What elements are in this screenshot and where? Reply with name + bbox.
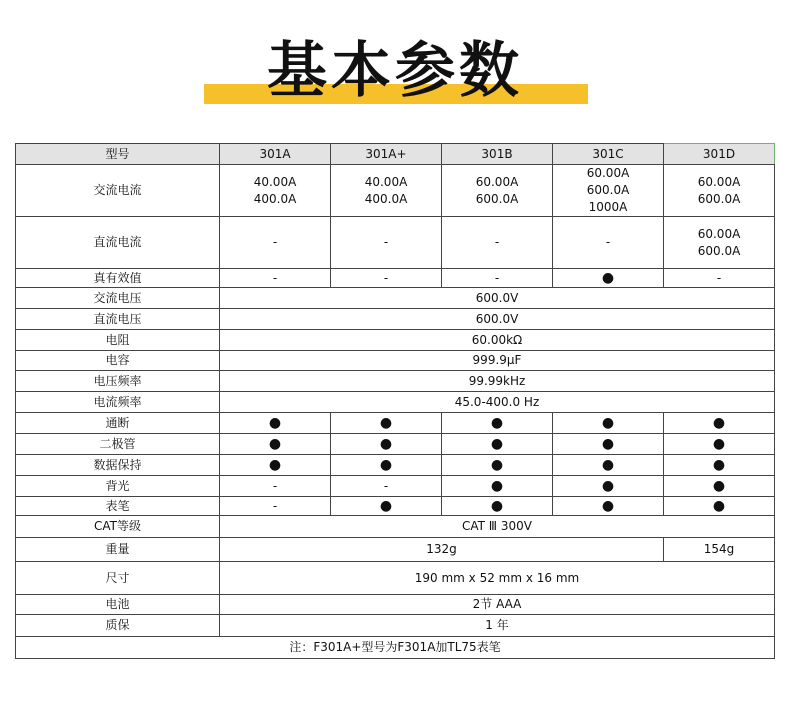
header-301d: 301D (664, 144, 775, 165)
table-cell-merged: 999.9μF (220, 351, 775, 371)
header-301b: 301B (442, 144, 553, 165)
table-cell: ● (331, 497, 442, 516)
spec-table (15, 143, 775, 659)
table-cell: ● (331, 455, 442, 476)
table-cell (553, 165, 664, 217)
table-cell: ● (442, 413, 553, 434)
table-cell: - (220, 269, 331, 288)
table-cell: ● (664, 413, 775, 434)
table-cell: - (220, 217, 331, 269)
cell-line: 60.00A (586, 166, 630, 180)
table-row (16, 413, 775, 434)
row-label: 尺寸 (16, 562, 220, 595)
table-cell: ● (442, 434, 553, 455)
table-cell: ● (553, 269, 664, 288)
cell-line: 60.00A (697, 174, 741, 189)
table-cell-merged: 99.99kHz (220, 371, 775, 392)
table-cell: - (331, 269, 442, 288)
table-row (16, 288, 775, 309)
row-label: 二极管 (16, 434, 220, 455)
table-cell: ● (553, 497, 664, 516)
cell-line: 60.00A (475, 174, 519, 189)
table-cell (664, 217, 775, 269)
row-label: 质保 (16, 615, 220, 637)
cell-line: 40.00A (364, 174, 408, 189)
table-cell: ● (664, 434, 775, 455)
table-cell-merged: 60.00kΩ (220, 330, 775, 351)
table-cell-merged: 1 年 (220, 615, 775, 637)
table-cell: ● (553, 455, 664, 476)
table-cell: ● (664, 455, 775, 476)
row-label: 数据保持 (16, 455, 220, 476)
row-label: 交流电压 (16, 288, 220, 309)
table-cell: ● (331, 434, 442, 455)
cell-line: 600.0A (586, 183, 630, 197)
table-cell: ● (220, 413, 331, 434)
table-cell: ● (553, 434, 664, 455)
table-cell: - (220, 476, 331, 497)
table-cell: - (442, 269, 553, 288)
row-label: 电压频率 (16, 371, 220, 392)
table-row (16, 330, 775, 351)
table-row (16, 165, 775, 217)
table-cell: - (220, 497, 331, 516)
table-cell: ● (553, 476, 664, 497)
cell-line: 40.00A (253, 174, 297, 189)
cell-line: 600.0A (475, 191, 519, 206)
table-row (16, 516, 775, 538)
table-cell-merged: 190 mm x 52 mm x 16 mm (220, 562, 775, 595)
table-row (16, 351, 775, 371)
table-row (16, 615, 775, 637)
table-cell-merged: 600.0V (220, 309, 775, 330)
table-cell: ● (220, 434, 331, 455)
row-label: 电阻 (16, 330, 220, 351)
row-label: 电池 (16, 595, 220, 615)
table-cell: - (442, 217, 553, 269)
cell-line: 400.0A (253, 191, 297, 206)
cell-line: 400.0A (364, 191, 408, 206)
table-cell (220, 165, 331, 217)
table-cell: ● (220, 455, 331, 476)
table-cell-merged: 2节 AAA (220, 595, 775, 615)
table-cell: - (331, 217, 442, 269)
cell-line: 600.0A (697, 243, 741, 258)
row-label: CAT等级 (16, 516, 220, 538)
row-label: 表笔 (16, 497, 220, 516)
page-title: 基本参数 (267, 36, 523, 106)
table-cell: ● (331, 413, 442, 434)
row-label: 直流电压 (16, 309, 220, 330)
header-301a: 301A (220, 144, 331, 165)
table-cell-merged: 132g (220, 538, 664, 562)
table-row (16, 309, 775, 330)
header-model: 型号 (16, 144, 220, 165)
table-row (16, 455, 775, 476)
table-cell: ● (442, 497, 553, 516)
row-label: 交流电流 (16, 165, 220, 217)
table-cell: ● (664, 497, 775, 516)
table-cell-merged: 600.0V (220, 288, 775, 309)
table-row (16, 538, 775, 562)
header-301a-plus: 301A+ (331, 144, 442, 165)
table-cell: - (331, 476, 442, 497)
table-row (16, 497, 775, 516)
cell-line: 1000A (588, 200, 628, 214)
table-row (16, 476, 775, 497)
footnote: 注：F301A+型号为F301A加TL75表笔 (16, 637, 775, 659)
table-cell-merged: CAT Ⅲ 300V (220, 516, 775, 538)
row-label: 电流频率 (16, 392, 220, 413)
table-cell (331, 165, 442, 217)
table-row (16, 371, 775, 392)
table-row (16, 392, 775, 413)
table-cell: ● (553, 413, 664, 434)
table-header-row (16, 144, 775, 165)
title-area (0, 30, 790, 110)
table-cell: ● (442, 455, 553, 476)
row-label: 电容 (16, 351, 220, 371)
row-label: 真有效值 (16, 269, 220, 288)
table-row (16, 269, 775, 288)
header-301c: 301C (553, 144, 664, 165)
cell-line: 600.0A (697, 191, 741, 206)
table-cell: ● (664, 476, 775, 497)
row-label: 通断 (16, 413, 220, 434)
table-cell: - (553, 217, 664, 269)
table-cell: 154g (664, 538, 775, 562)
table-row (16, 562, 775, 595)
table-cell (442, 165, 553, 217)
table-cell-merged: 45.0-400.0 Hz (220, 392, 775, 413)
table-cell (664, 165, 775, 217)
table-row-note (16, 637, 775, 659)
row-label: 背光 (16, 476, 220, 497)
table-row (16, 595, 775, 615)
table-row (16, 434, 775, 455)
cell-line: 60.00A (697, 226, 741, 241)
row-label: 重量 (16, 538, 220, 562)
table-row (16, 217, 775, 269)
table-cell: - (664, 269, 775, 288)
table-cell: ● (442, 476, 553, 497)
row-label: 直流电流 (16, 217, 220, 269)
